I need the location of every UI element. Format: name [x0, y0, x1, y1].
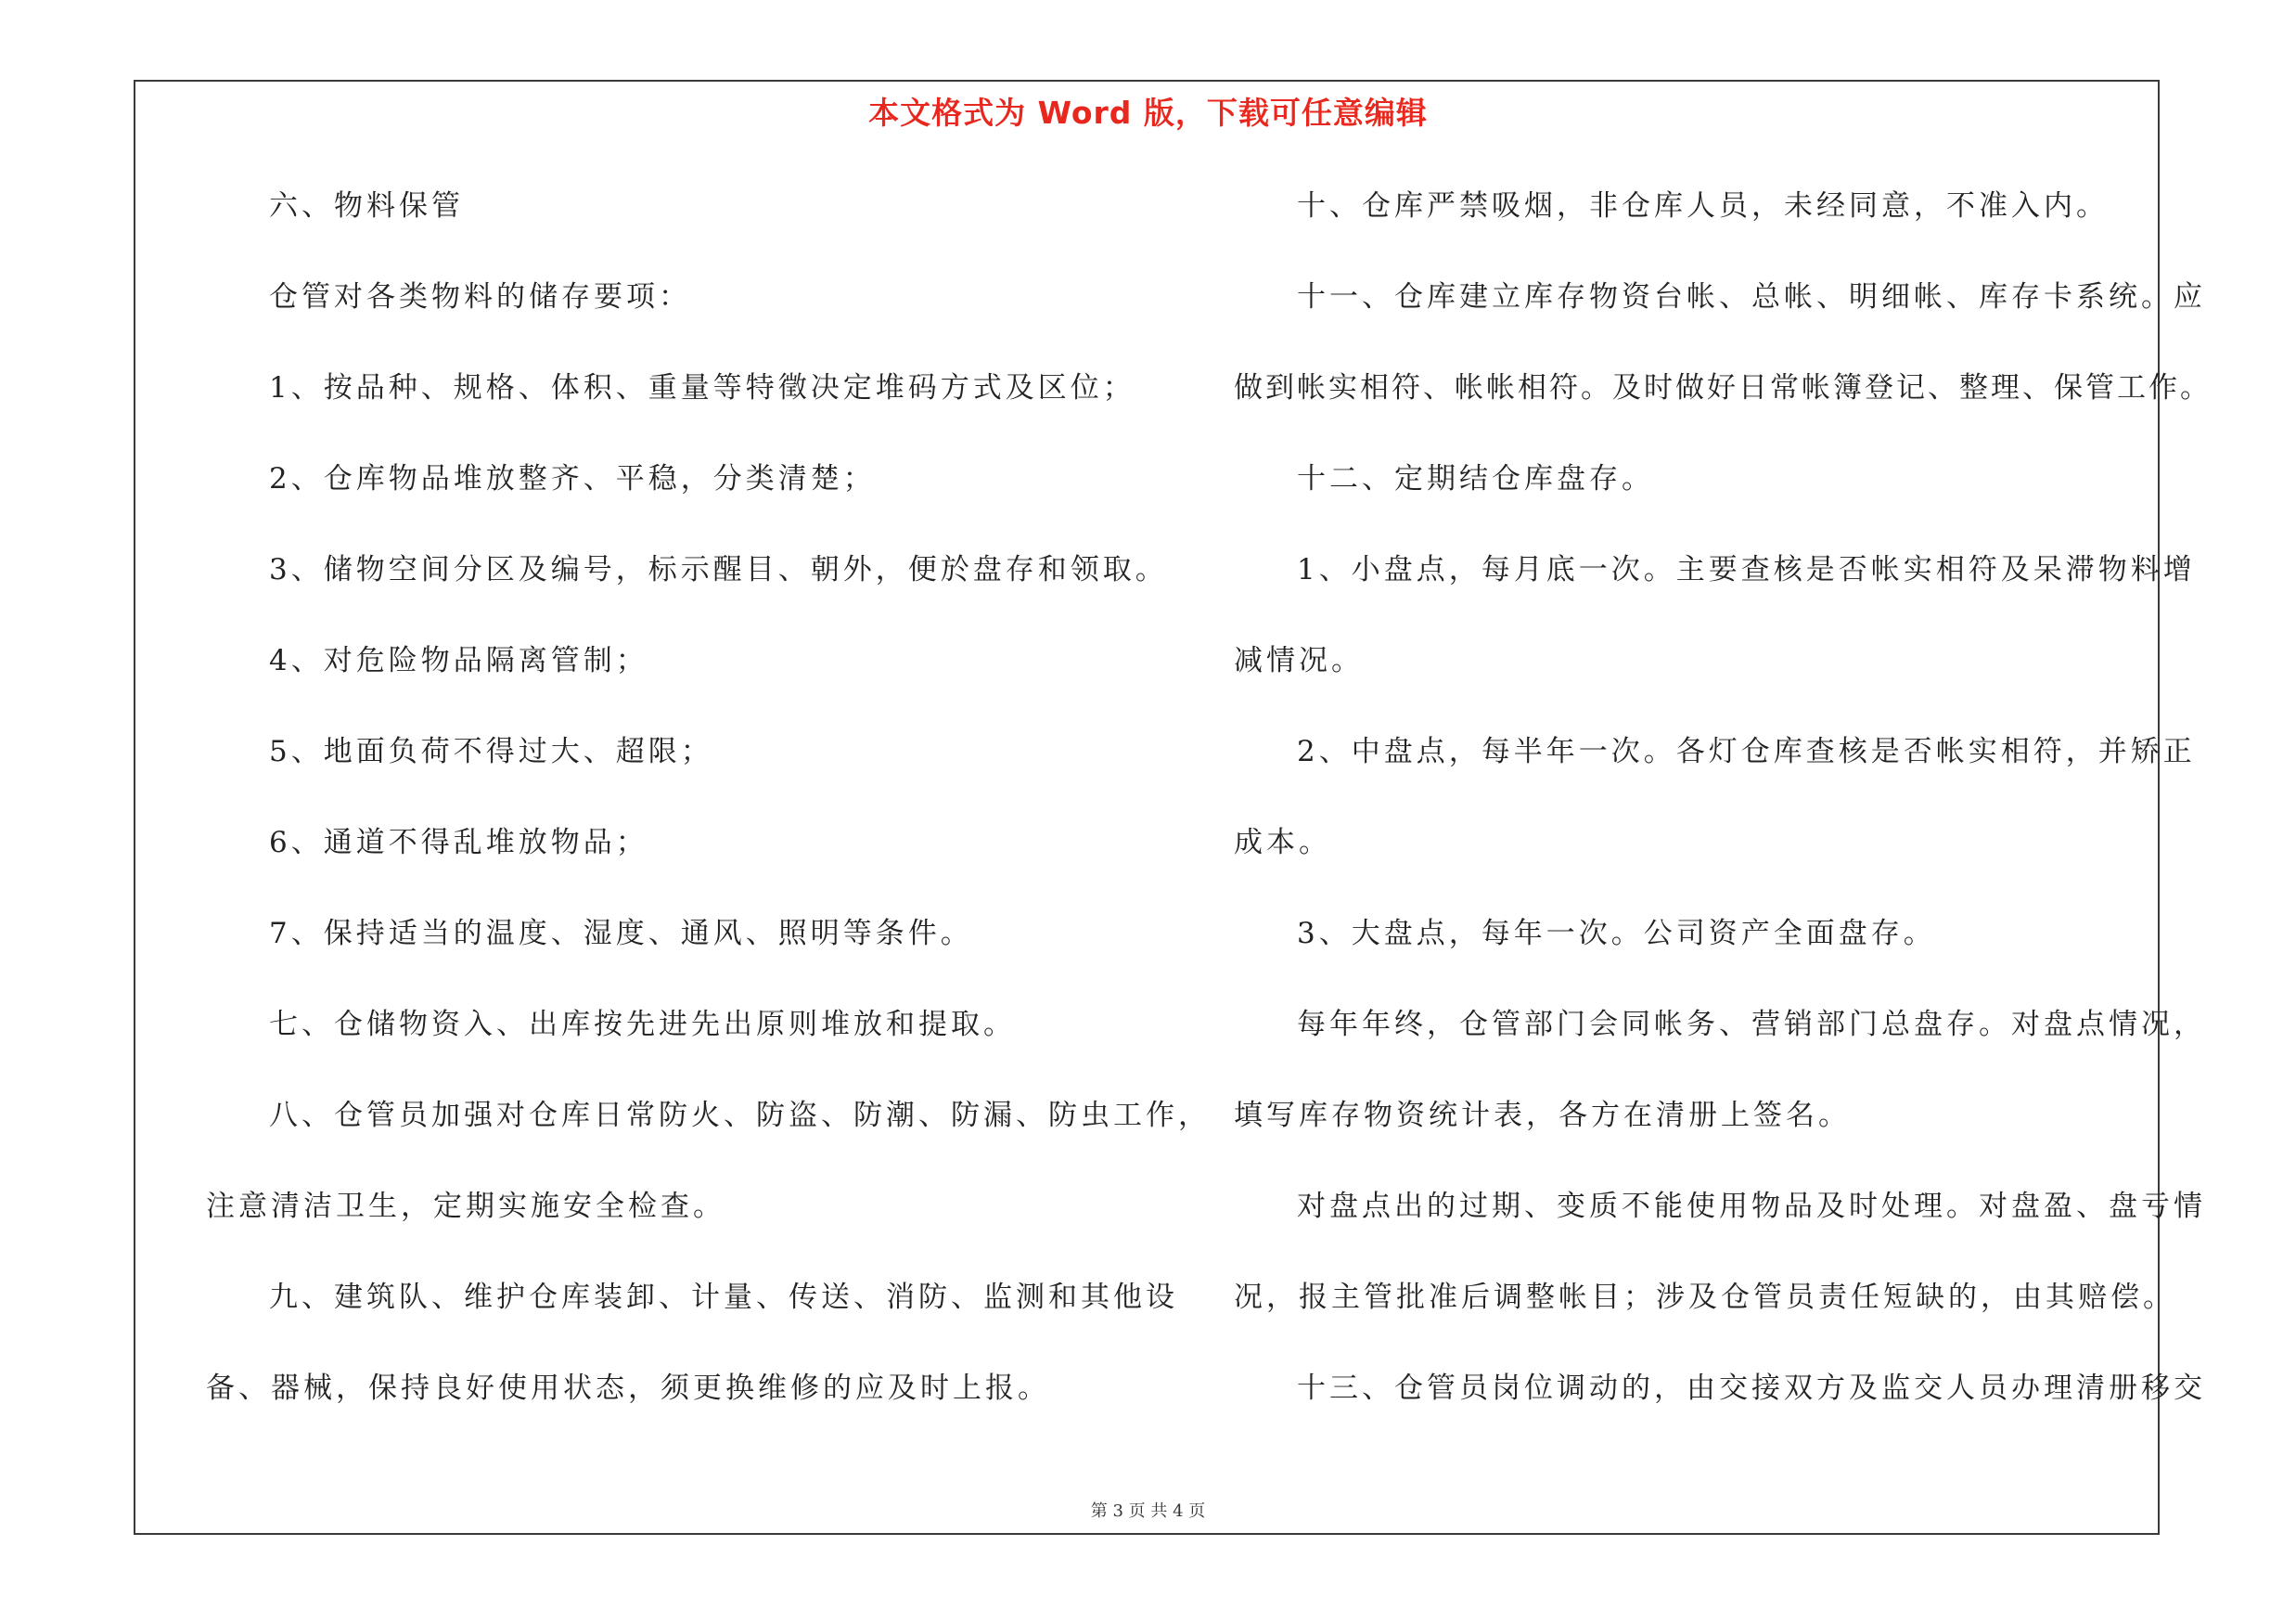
left-line-3: 1、按品种、规格、体积、重量等特徵决定堆码方式及区位； [269, 371, 1135, 405]
left-line-5: 3、储物空间分区及编号，标示醒目、朝外，便於盘存和领取。 [269, 553, 1168, 586]
left-line-4: 2、仓库物品堆放整齐、平稳，分类清楚； [269, 462, 876, 496]
right-line-13: 况，报主管批准后调整帐目；涉及仓管员责任短缺的，由其赔偿。 [1234, 1281, 2175, 1314]
right-line-14: 十三、仓管员岗位调动的，由交接双方及监交人员办理清册移交 [1297, 1372, 2206, 1405]
left-line-8: 6、通道不得乱堆放物品； [269, 826, 648, 859]
right-line-5: 1、小盘点，每月底一次。主要查核是否帐实相符及呆滞物料增 [1297, 553, 2196, 586]
right-line-9: 3、大盘点，每年一次。公司资产全面盘存。 [1297, 917, 1936, 950]
left-line-11: 八、仓管员加强对仓库日常防火、防盗、防潮、防漏、防虫工作， [269, 1099, 1211, 1132]
left-line-10: 七、仓储物资入、出库按先进先出原则堆放和提取。 [269, 1008, 1016, 1041]
left-line-2: 仓管对各类物料的储存要项： [269, 280, 691, 314]
left-line-7: 5、地面负荷不得过大、超限； [269, 735, 713, 768]
right-line-12: 对盘点出的过期、变质不能使用物品及时处理。对盘盈、盘亏情 [1297, 1190, 2206, 1223]
right-line-2: 十一、仓库建立库存物资台帐、总帐、明细帐、库存卡系统。应 [1297, 280, 2206, 314]
page-number-footer: 第 3 页 共 4 页 [1090, 1501, 1206, 1521]
right-line-11: 填写库存物资统计表，各方在清册上签名。 [1234, 1099, 1851, 1132]
right-line-8: 成本。 [1234, 826, 1331, 859]
right-line-3: 做到帐实相符、帐帐相符。及时做好日常帐簿登记、整理、保管工作。 [1234, 371, 2212, 405]
right-line-1: 十、仓库严禁吸烟，非仓库人员，未经同意，不准入内。 [1297, 189, 2109, 223]
left-line-1: 六、物料保管 [269, 189, 464, 223]
right-line-4: 十二、定期结仓库盘存。 [1297, 462, 1654, 496]
format-banner: 本文格式为 Word 版，下载可任意编辑 [868, 95, 1428, 131]
left-line-12: 注意清洁卫生，定期实施安全检查。 [206, 1190, 725, 1223]
left-line-9: 7、保持适当的温度、湿度、通风、照明等条件。 [269, 917, 973, 950]
right-line-7: 2、中盘点，每半年一次。各灯仓库查核是否帐实相符，并矫正 [1297, 735, 2196, 768]
left-line-14: 备、器械，保持良好使用状态，须更换维修的应及时上报。 [206, 1372, 1050, 1405]
left-line-13: 九、建筑队、维护仓库装卸、计量、传送、消防、监测和其他设 [269, 1281, 1178, 1314]
left-line-6: 4、对危险物品隔离管制； [269, 644, 648, 677]
right-line-6: 减情况。 [1234, 644, 1364, 677]
right-line-10: 每年年终，仓管部门会同帐务、营销部门总盘存。对盘点情况， [1297, 1008, 2206, 1041]
